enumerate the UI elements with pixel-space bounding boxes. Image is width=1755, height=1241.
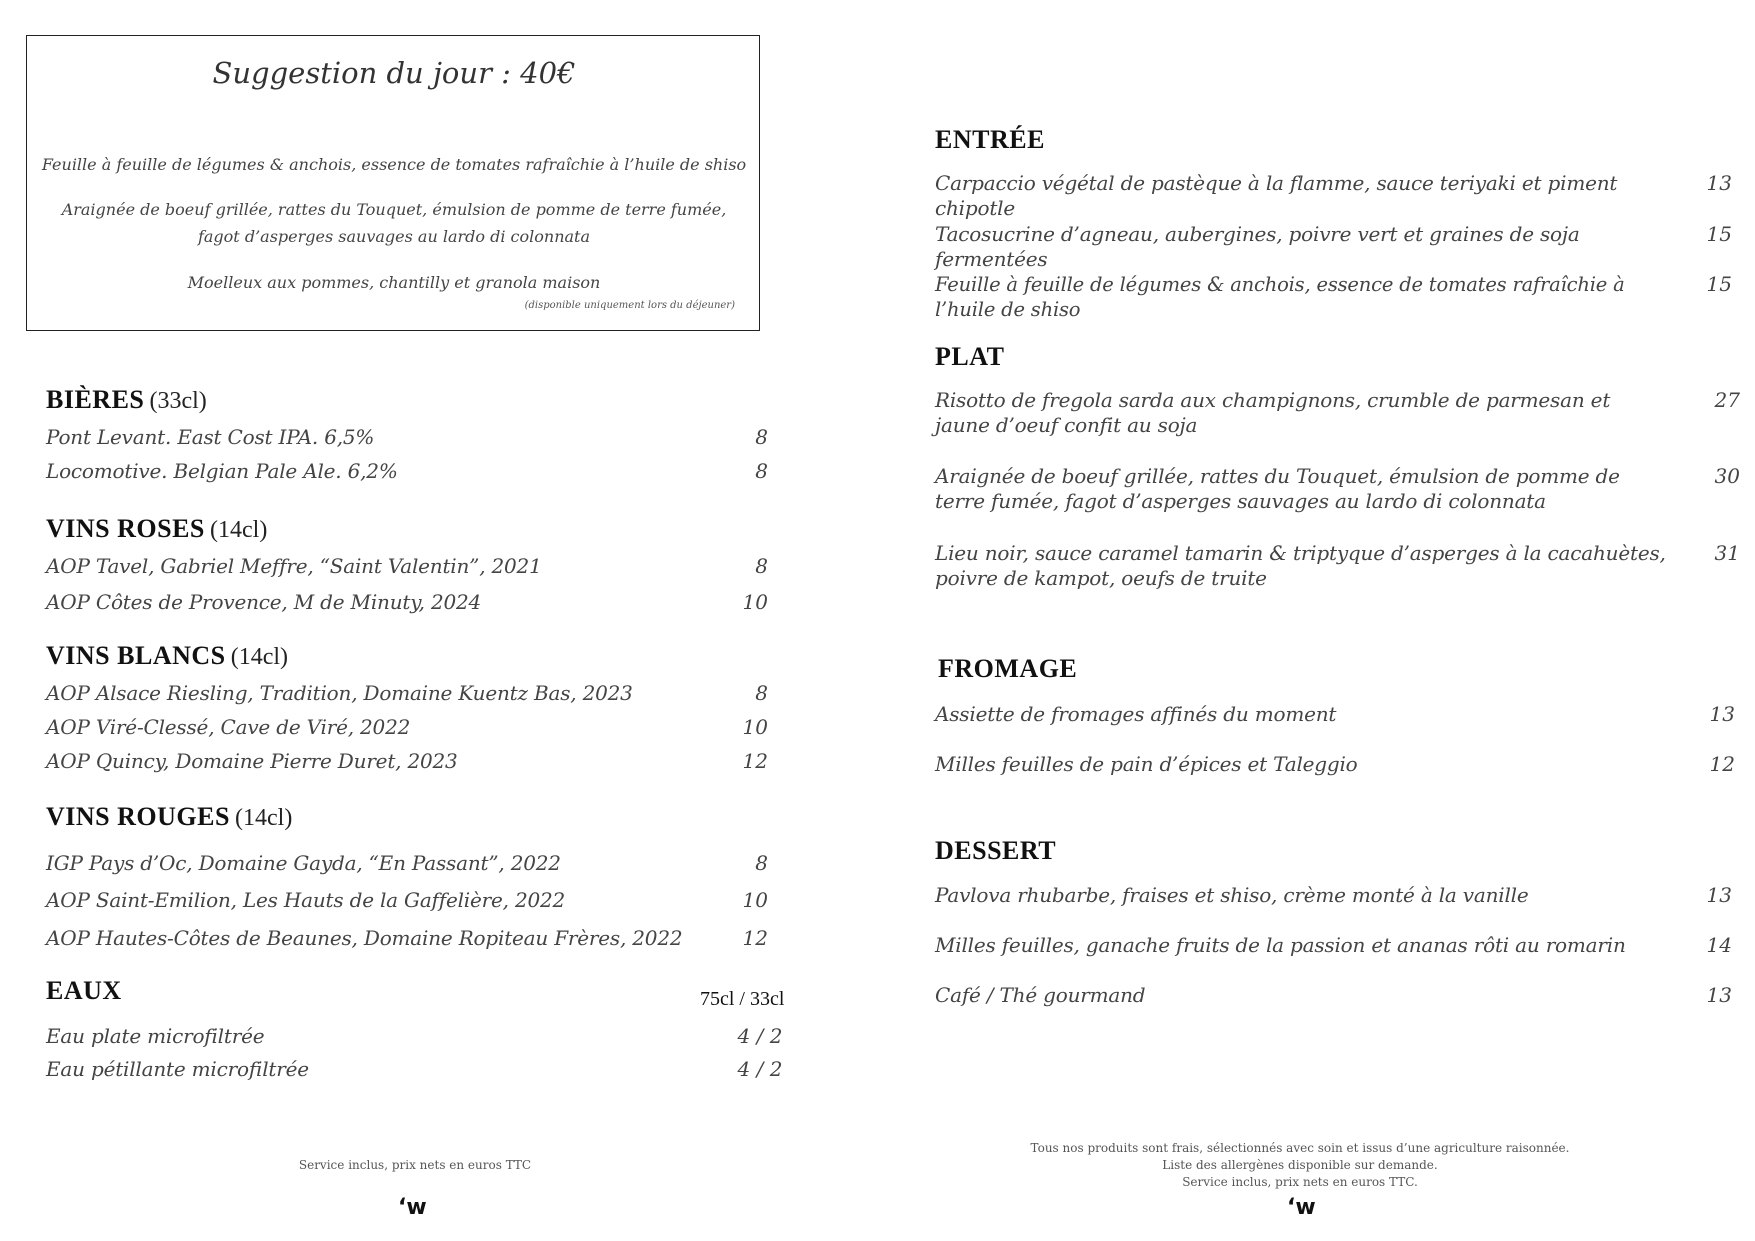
section-bieres [46,385,207,415]
item-price: 8 [755,681,768,705]
item-price: 4 / 2 [737,1024,783,1048]
footer-line: Tous nos produits sont frais, sélectionnés avec soin et issus d’une agriculture raisonnée. [1030,1141,1570,1155]
item-price: 10 [742,888,768,912]
list-item: Tacosucrine d’agneau, aubergines, poivre vert et graines de soja fermentées [935,222,1580,271]
section-title: VINS ROUGES [46,802,230,831]
section-title: FROMAGE [938,654,1078,683]
section-eaux [46,976,122,1006]
list-item: Assiette de fromages affinés du moment [935,702,1337,726]
list-item: AOP Tavel, Gabriel Meffre, “Saint Valentin”, 2021 [46,554,542,578]
section-title: VINS ROSES [46,514,205,543]
list-item: Araignée de boeuf grillée, rattes du Touquet, émulsion de pomme de terre fumée, fagot d’asperges sauvages au lardo di colonnata [935,464,1620,513]
section-title: EAUX [46,976,122,1005]
suggestion-title: Suggestion du jour : 40€ [212,56,576,90]
list-item: AOP Quincy, Domaine Pierre Duret, 2023 [46,749,458,773]
section-vins-rouges [46,802,292,832]
item-price: 15 [1706,272,1732,296]
list-item: Milles feuilles, ganache fruits de la passion et ananas rôti au romarin [935,933,1626,957]
footer-line: Service inclus, prix nets en euros TTC. [1182,1175,1418,1189]
suggestion-note: (disponible uniquement lors du déjeuner) [524,300,735,311]
list-item: AOP Hautes-Côtes de Beaunes, Domaine Ropiteau Frères, 2022 [46,926,683,950]
list-item: Risotto de fregola sarda aux champignons, crumble de parmesan et jaune d’oeuf confit au soja [935,388,1611,437]
suggestion-line: Araignée de boeuf grillée, rattes du Touquet, émulsion de pomme de terre fumée, [61,200,727,219]
item-price: 10 [742,590,768,614]
section-title: DESSERT [935,836,1057,865]
section-unit: 75cl / 33cl [700,988,785,1010]
item-price: 10 [742,715,768,739]
section-unit: (14cl) [235,805,293,831]
item-price: 13 [1706,171,1732,195]
list-item: IGP Pays d’Oc, Domaine Gayda, “En Passant”, 2022 [46,851,561,875]
section-vins-roses [46,514,267,544]
item-price: 13 [1706,983,1732,1007]
list-item: Pavlova rhubarbe, fraises et shiso, crème monté à la vanille [935,883,1529,907]
list-item: Eau plate microfiltrée [46,1024,265,1048]
list-item: Locomotive. Belgian Pale Ale. 6,2% [46,459,398,483]
item-price: 8 [755,554,768,578]
item-price: 13 [1709,702,1735,726]
item-price: 13 [1706,883,1732,907]
list-item: Carpaccio végétal de pastèque à la flamme, sauce teriyaki et piment chipotle [935,171,1618,220]
item-price: 14 [1706,933,1732,957]
item-price: 15 [1706,222,1732,246]
item-price: 27 [1714,388,1740,412]
list-item: AOP Viré-Clessé, Cave de Viré, 2022 [46,715,411,739]
suggestion-box [26,35,760,331]
list-item: Café / Thé gourmand [935,983,1146,1007]
footer-left: Service inclus, prix nets en euros TTC [298,1158,532,1172]
list-item: Lieu noir, sauce caramel tamarin & triptyque d’asperges à la cacahuètes, poivre de kampot, oeufs de truite [935,541,1666,590]
section-unit: (33cl) [149,388,207,414]
list-item: Pont Levant. East Cost IPA. 6,5% [46,425,375,449]
section-title: VINS BLANCS [46,641,226,670]
suggestion-line: Feuille à feuille de légumes & anchois, essence de tomates rafraîchie à l’huile de shiso [41,155,747,174]
suggestion-line: Moelleux aux pommes, chantilly et granola maison [187,273,601,292]
footer-line: Liste des allergènes disponible sur demande. [1162,1158,1438,1172]
item-price: 4 / 2 [737,1057,783,1081]
footer-right [1000,1140,1600,1191]
list-item: AOP Saint-Emilion, Les Hauts de la Gaffelière, 2022 [46,888,566,912]
item-price: 8 [755,459,768,483]
item-price: 30 [1714,464,1740,488]
item-price: 31 [1714,541,1740,565]
logo: ‘w [1287,1195,1316,1220]
section-unit: (14cl) [210,517,268,543]
list-item: Eau pétillante microfiltrée [46,1057,309,1081]
logo: ‘w [398,1195,427,1220]
item-price: 8 [755,425,768,449]
list-item: AOP Côtes de Provence, M de Minuty, 2024 [46,590,482,614]
list-item: Feuille à feuille de légumes & anchois, essence de tomates rafraîchie à l’huile de shiso [935,273,1625,321]
list-item: AOP Alsace Riesling, Tradition, Domaine Kuentz Bas, 2023 [46,681,633,705]
item-price: 12 [1709,752,1735,776]
section-title: PLAT [935,342,1005,371]
item-price: 12 [742,926,768,950]
suggestion-line: fagot d’asperges sauvages au lardo di colonnata [197,227,591,246]
list-item: Milles feuilles de pain d’épices et Taleggio [935,752,1358,776]
section-title: ENTRÉE [935,125,1045,154]
item-price: 8 [755,851,768,875]
section-title: BIÈRES [46,385,145,414]
item-price: 12 [742,749,768,773]
section-unit: (14cl) [230,644,289,670]
section-vins-blancs [46,641,288,671]
